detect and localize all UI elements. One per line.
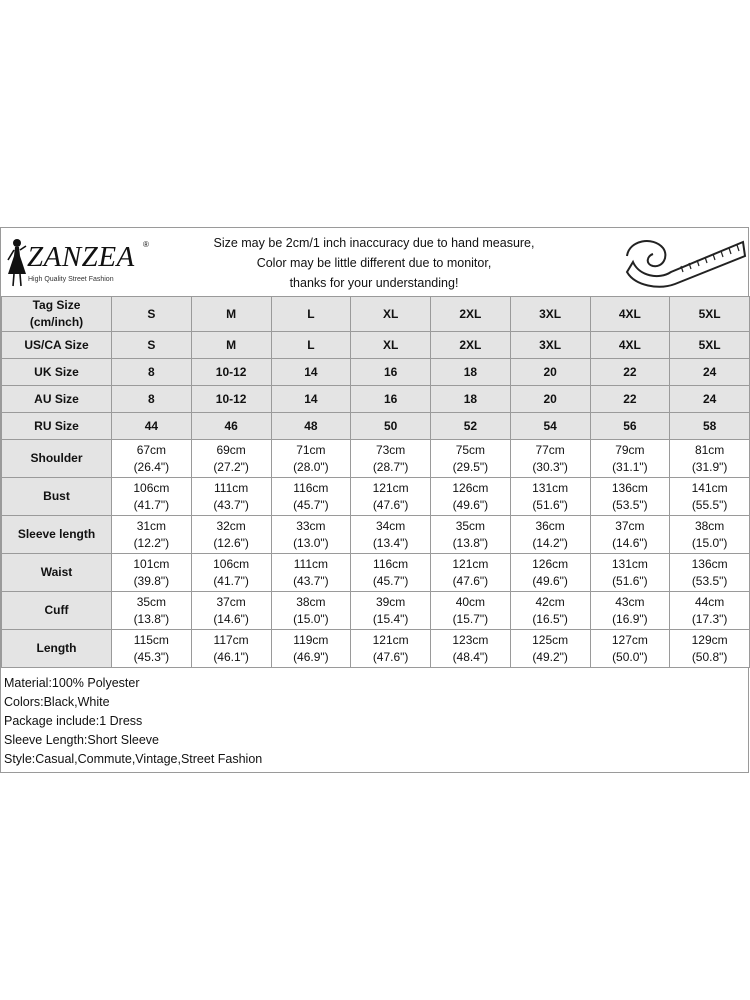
size-cell: 54 (510, 413, 590, 440)
size-cell: L (271, 297, 351, 332)
brand-tagline: High Quality Street Fashion (28, 276, 114, 283)
size-row (2, 386, 750, 413)
inch-value: (13.4") (372, 535, 409, 550)
size-cell: 10-12 (191, 359, 271, 386)
size-cell: 2XL (431, 332, 511, 359)
cm-value: 136cm (691, 556, 728, 571)
inch-value: (16.9") (612, 611, 648, 626)
measurement-cell (351, 478, 431, 516)
size-cell: XL (351, 297, 431, 332)
row-label (2, 297, 112, 332)
size-row (2, 297, 750, 332)
inch-value: (51.6") (532, 497, 568, 512)
measurement-cell (670, 630, 750, 668)
measuring-tape-icon (619, 232, 747, 290)
measurement-cell (590, 440, 670, 478)
measurement-cell (271, 554, 351, 592)
measurement-cell (670, 516, 750, 554)
cm-value: 136cm (611, 480, 648, 495)
inch-value: (15.7") (452, 611, 489, 626)
cm-value: 123cm (452, 632, 489, 647)
measurement-cell (191, 592, 271, 630)
measurement-cell (191, 440, 271, 478)
inch-value: (15.0") (293, 611, 329, 626)
row-label-line: US/CA Size (24, 337, 89, 352)
measurement-cell (351, 554, 431, 592)
inch-value: (13.0") (293, 535, 329, 550)
measurement-cell (112, 630, 192, 668)
brand-name: ZANZEA (27, 241, 135, 273)
measurement-cell (351, 592, 431, 630)
cm-value: 117cm (213, 632, 249, 647)
measurement-cell (670, 440, 750, 478)
inch-value: (55.5") (691, 497, 728, 512)
inch-value: (53.5") (612, 497, 648, 512)
cm-value: 119cm (293, 632, 329, 647)
notice-line: Size may be 2cm/1 inch inaccuracy due to hand measure, (213, 236, 535, 250)
row-label-line: AU Size (34, 391, 79, 406)
measurement-cell (191, 516, 271, 554)
size-cell: 58 (670, 413, 750, 440)
measurement-cell (431, 630, 511, 668)
size-cell: 5XL (670, 297, 750, 332)
inch-value: (47.6") (372, 649, 409, 664)
measurement-cell (510, 516, 590, 554)
spec-line: Colors:Black,White (4, 695, 110, 709)
inch-value: (15.4") (372, 611, 409, 626)
cm-value: 126cm (532, 556, 569, 571)
size-cell: 16 (351, 359, 431, 386)
size-chart-sheet (0, 227, 749, 773)
size-table (1, 296, 750, 668)
inch-value: (41.7") (133, 497, 170, 512)
inch-value: (49.2") (532, 649, 568, 664)
row-label-line: Tag Size (32, 298, 81, 312)
inch-value: (31.9") (691, 459, 728, 474)
cm-value: 44cm (694, 594, 725, 609)
spec-line: Material:100% Polyester (4, 676, 140, 690)
inch-value: (28.0") (293, 459, 329, 474)
cm-value: 129cm (691, 632, 728, 647)
measurement-cell (271, 630, 351, 668)
measurement-cell (510, 478, 590, 516)
inch-value: (43.7") (293, 573, 329, 588)
measurement-cell (112, 554, 192, 592)
measurement-cell (112, 440, 192, 478)
cm-value: 69cm (216, 442, 246, 457)
cm-value: 125cm (532, 632, 569, 647)
cm-value: 116cm (293, 480, 329, 495)
measurement-cell (431, 440, 511, 478)
cm-value: 32cm (216, 518, 246, 533)
row-label: Sleeve length (2, 516, 112, 554)
row-label (2, 413, 112, 440)
measurement-cell (590, 478, 670, 516)
measurement-cell (670, 554, 750, 592)
cm-value: 106cm (133, 480, 170, 495)
inch-value: (45.7") (372, 573, 409, 588)
size-cell: 16 (351, 386, 431, 413)
cm-value: 42cm (535, 594, 565, 609)
size-row (2, 332, 750, 359)
size-cell: 56 (590, 413, 670, 440)
measurement-cell (191, 554, 271, 592)
size-cell: 5XL (670, 332, 750, 359)
measurement-row (2, 630, 750, 668)
measurement-cell (510, 554, 590, 592)
measurement-cell (112, 516, 192, 554)
cm-value: 111cm (293, 556, 328, 571)
cm-value: 75cm (455, 442, 486, 457)
row-label-line: RU Size (34, 418, 79, 433)
row-label: Waist (2, 554, 112, 592)
measurement-notice (179, 233, 569, 293)
cm-value: 115cm (133, 632, 169, 647)
measurement-cell (670, 478, 750, 516)
cm-value: 131cm (611, 556, 648, 571)
inch-value: (28.7") (372, 459, 409, 474)
size-cell: 46 (191, 413, 271, 440)
measurement-cell (191, 478, 271, 516)
inch-value: (46.1") (213, 649, 249, 664)
measurement-cell (510, 440, 590, 478)
measurement-cell (271, 478, 351, 516)
size-cell: 24 (670, 359, 750, 386)
measurement-cell (112, 592, 192, 630)
spec-line: Style:Casual,Commute,Vintage,Street Fashion (4, 752, 263, 766)
inch-value: (12.6") (213, 535, 249, 550)
size-cell: 52 (431, 413, 511, 440)
inch-value: (14.2") (532, 535, 568, 550)
row-label-line: UK Size (34, 364, 79, 379)
inch-value: (29.5") (452, 459, 489, 474)
size-cell: 4XL (590, 297, 670, 332)
measurement-row (2, 592, 750, 630)
cm-value: 121cm (452, 556, 489, 571)
measurement-cell (351, 630, 431, 668)
cm-value: 43cm (615, 594, 645, 609)
measurement-cell (510, 592, 590, 630)
registered-mark: ® (143, 240, 149, 249)
measurement-cell (590, 592, 670, 630)
cm-value: 34cm (375, 518, 406, 533)
size-cell: S (112, 297, 192, 332)
size-cell: 20 (510, 386, 590, 413)
cm-value: 71cm (296, 442, 326, 457)
cm-value: 77cm (535, 442, 565, 457)
cm-value: 79cm (615, 442, 645, 457)
spec-line: Package include:1 Dress (4, 714, 143, 728)
inch-value: (30.3") (532, 459, 568, 474)
product-specs (4, 674, 262, 769)
inch-value: (45.3") (133, 649, 170, 664)
cm-value: 121cm (372, 480, 409, 495)
inch-value: (51.6") (612, 573, 648, 588)
cm-value: 35cm (136, 594, 167, 609)
chart-header (1, 228, 748, 296)
row-label (2, 386, 112, 413)
cm-value: 73cm (375, 442, 406, 457)
row-label: Length (2, 630, 112, 668)
inch-value: (12.2") (133, 535, 170, 550)
notice-line: thanks for your understanding! (289, 276, 459, 290)
cm-value: 111cm (214, 480, 249, 495)
inch-value: (43.7") (213, 497, 249, 512)
cm-value: 116cm (373, 556, 409, 571)
cm-value: 31cm (136, 518, 167, 533)
cm-value: 101cm (133, 556, 170, 571)
cm-value: 106cm (213, 556, 250, 571)
inch-value: (53.5") (691, 573, 728, 588)
row-label (2, 332, 112, 359)
spec-line: Sleeve Length:Short Sleeve (4, 733, 159, 747)
size-cell: 22 (590, 386, 670, 413)
notice-line: Color may be little different due to monitor, (256, 256, 492, 270)
inch-value: (49.6") (452, 497, 489, 512)
inch-value: (50.0") (612, 649, 648, 664)
inch-value: (47.6") (452, 573, 489, 588)
size-cell: 8 (112, 359, 192, 386)
cm-value: 131cm (532, 480, 569, 495)
size-cell: XL (351, 332, 431, 359)
cm-value: 67cm (136, 442, 167, 457)
size-cell: 50 (351, 413, 431, 440)
size-cell: 8 (112, 386, 192, 413)
size-cell: 18 (431, 386, 511, 413)
measurement-cell (431, 554, 511, 592)
inch-value: (39.8") (133, 573, 170, 588)
measurement-cell (112, 478, 192, 516)
measurement-cell (271, 592, 351, 630)
row-label (2, 359, 112, 386)
inch-value: (48.4") (452, 649, 489, 664)
measurement-cell (590, 516, 670, 554)
cm-value: 81cm (694, 442, 725, 457)
measurement-cell (351, 516, 431, 554)
inch-value: (27.2") (213, 459, 249, 474)
measurement-cell (431, 516, 511, 554)
inch-value: (47.6") (372, 497, 409, 512)
inch-value: (31.1") (612, 459, 648, 474)
size-cell: 3XL (510, 297, 590, 332)
measurement-cell (271, 516, 351, 554)
inch-value: (46.9") (293, 649, 329, 664)
row-label: Bust (2, 478, 112, 516)
size-row (2, 413, 750, 440)
measurement-row (2, 554, 750, 592)
cm-value: 38cm (296, 594, 326, 609)
size-cell: 4XL (590, 332, 670, 359)
measurement-row (2, 440, 750, 478)
cm-value: 39cm (375, 594, 406, 609)
cm-value: 40cm (455, 594, 486, 609)
cm-value: 33cm (296, 518, 326, 533)
inch-value: (14.6") (612, 535, 648, 550)
size-row (2, 359, 750, 386)
measurement-cell (590, 630, 670, 668)
row-label-line: (cm/inch) (29, 315, 84, 329)
size-cell: S (112, 332, 192, 359)
measurement-cell (191, 630, 271, 668)
row-label: Shoulder (2, 440, 112, 478)
measurement-row (2, 478, 750, 516)
size-cell: M (191, 297, 271, 332)
inch-value: (26.4") (133, 459, 170, 474)
inch-value: (41.7") (213, 573, 249, 588)
measurement-row (2, 516, 750, 554)
cm-value: 37cm (615, 518, 645, 533)
measurement-cell (590, 554, 670, 592)
measurement-cell (351, 440, 431, 478)
size-cell: 2XL (431, 297, 511, 332)
size-cell: 48 (271, 413, 351, 440)
size-cell: 14 (271, 359, 351, 386)
measurement-cell (431, 592, 511, 630)
inch-value: (17.3") (691, 611, 728, 626)
cm-value: 121cm (372, 632, 409, 647)
size-cell: 10-12 (191, 386, 271, 413)
cm-value: 38cm (694, 518, 725, 533)
inch-value: (16.5") (532, 611, 568, 626)
measurement-cell (510, 630, 590, 668)
measurement-cell (431, 478, 511, 516)
cm-value: 36cm (535, 518, 565, 533)
size-cell: L (271, 332, 351, 359)
measurement-cell (271, 440, 351, 478)
size-cell: 24 (670, 386, 750, 413)
brand-logo (5, 236, 155, 292)
dress-figure-icon (5, 238, 29, 288)
size-cell: 18 (431, 359, 511, 386)
cm-value: 126cm (452, 480, 489, 495)
size-cell: 44 (112, 413, 192, 440)
cm-value: 127cm (611, 632, 648, 647)
size-cell: 22 (590, 359, 670, 386)
inch-value: (13.8") (133, 611, 170, 626)
inch-value: (49.6") (532, 573, 568, 588)
cm-value: 141cm (691, 480, 728, 495)
inch-value: (45.7") (293, 497, 329, 512)
cm-value: 35cm (455, 518, 486, 533)
size-cell: 14 (271, 386, 351, 413)
measurement-cell (670, 592, 750, 630)
size-cell: 20 (510, 359, 590, 386)
inch-value: (50.8") (691, 649, 728, 664)
row-label: Cuff (2, 592, 112, 630)
inch-value: (15.0") (691, 535, 728, 550)
inch-value: (14.6") (213, 611, 249, 626)
size-cell: 3XL (510, 332, 590, 359)
inch-value: (13.8") (452, 535, 489, 550)
size-cell: M (191, 332, 271, 359)
cm-value: 37cm (216, 594, 246, 609)
